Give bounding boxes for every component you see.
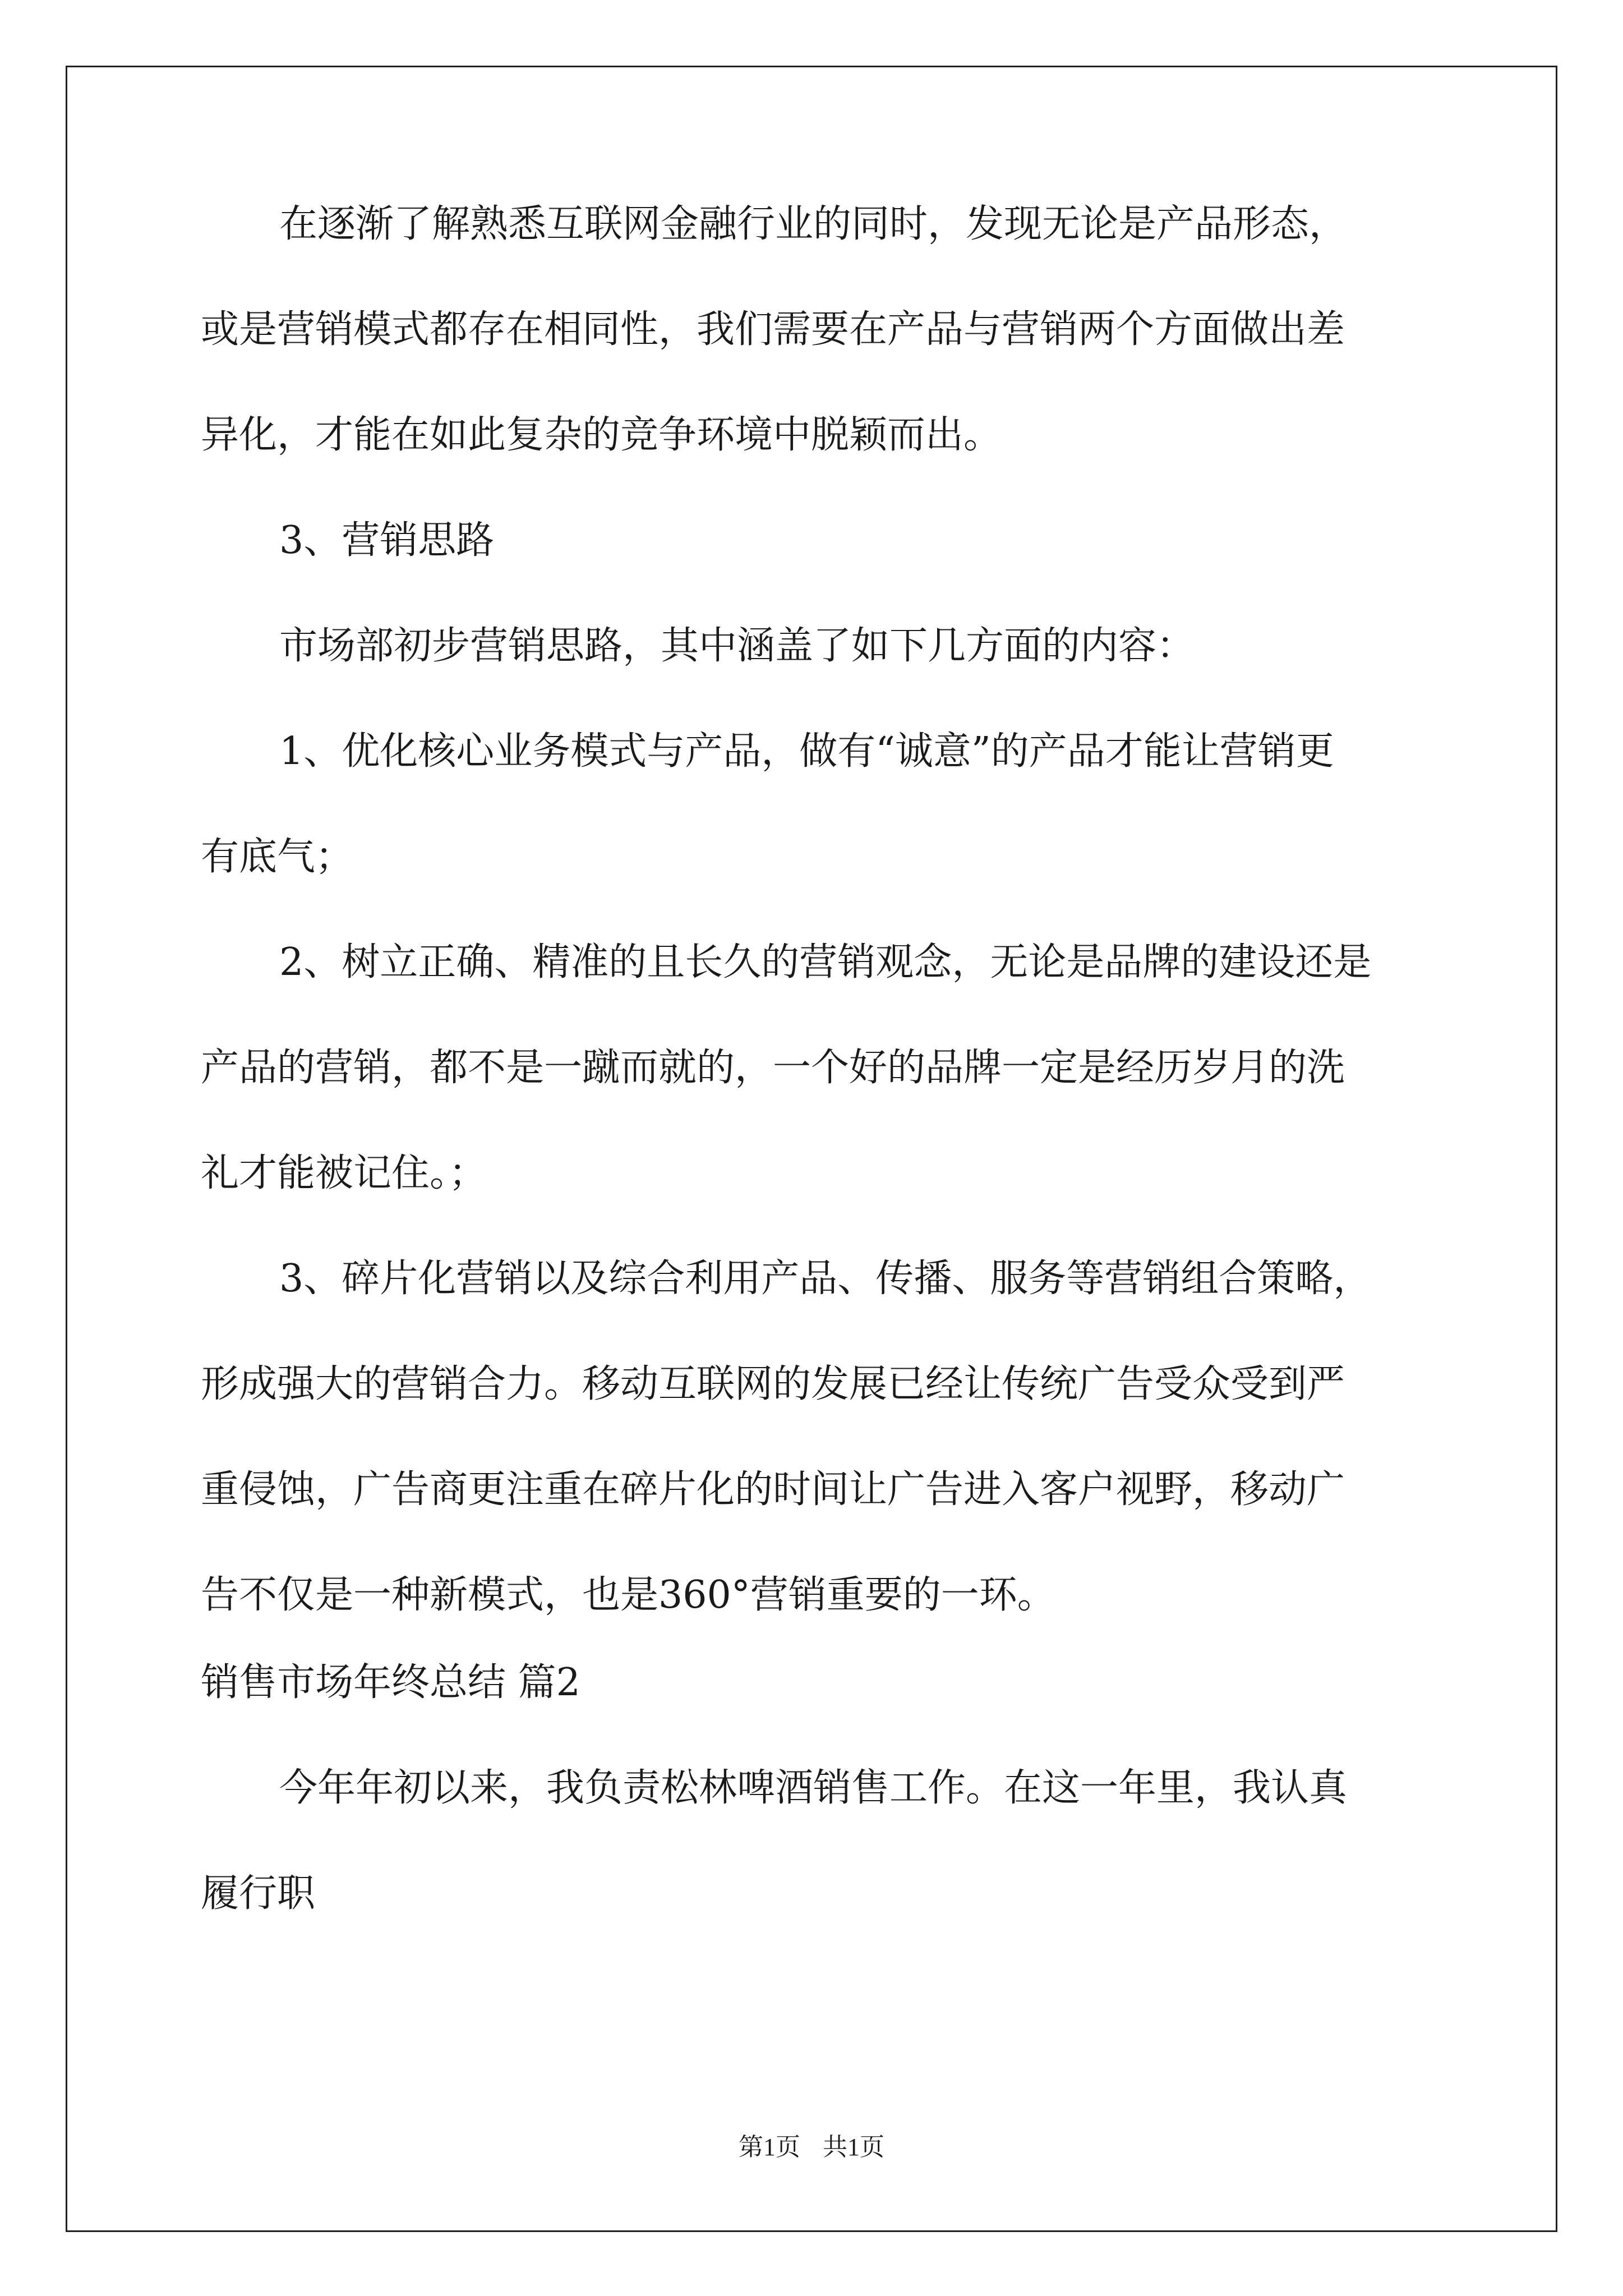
paragraph-line: 礼才能被记住。； xyxy=(201,1151,487,1195)
article-title: 销售市场年终总结 篇2 xyxy=(201,1660,580,1705)
paragraph-line: 2、树立正确、精准的且长久的营销观念，无论是品牌的建设还是 xyxy=(279,940,1372,984)
paragraph-line: 市场部初步营销思路，其中涵盖了如下几方面的内容： xyxy=(279,624,1195,668)
paragraph-line: 告不仅是一种新模式，也是360°营销重要的一环。 xyxy=(201,1573,1055,1617)
paragraph-line: 产品的营销，都不是一蹴而就的，一个好的品牌一定是经历岁月的洗 xyxy=(201,1046,1345,1090)
paragraph-line: 今年年初以来，我负责松林啤酒销售工作。在这一年里，我认真 xyxy=(279,1766,1348,1810)
paragraph-line: 异化，才能在如此复杂的竞争环境中脱颖而出。 xyxy=(201,413,1002,457)
paragraph-line: 3、碎片化营销以及综合利用产品、传播、服务等营销组合策略， xyxy=(279,1257,1372,1301)
paragraph-line: 重侵蚀，广告商更注重在碎片化的时间让广告进入客户视野，移动广 xyxy=(201,1467,1345,1512)
section-heading: 3、营销思路 xyxy=(279,518,495,563)
paragraph-line: 在逐渐了解熟悉互联网金融行业的同时，发现无论是产品形态， xyxy=(279,202,1348,246)
page-footer xyxy=(0,2132,1623,2163)
page-total: 共1页 xyxy=(823,2133,884,2161)
paragraph-line: 1、优化核心业务模式与产品，做有“诚意”的产品才能让营销更 xyxy=(279,729,1334,774)
paragraph-line: 形成强大的营销合力。移动互联网的发展已经让传统广告受众受到严 xyxy=(201,1362,1345,1406)
paragraph-line: 有底气； xyxy=(201,835,354,879)
paragraph-line: 或是营销模式都存在相同性，我们需要在产品与营销两个方面做出差 xyxy=(201,307,1345,352)
paragraph-line: 履行职 xyxy=(201,1871,316,1916)
page-number: 第1页 xyxy=(739,2133,800,2161)
